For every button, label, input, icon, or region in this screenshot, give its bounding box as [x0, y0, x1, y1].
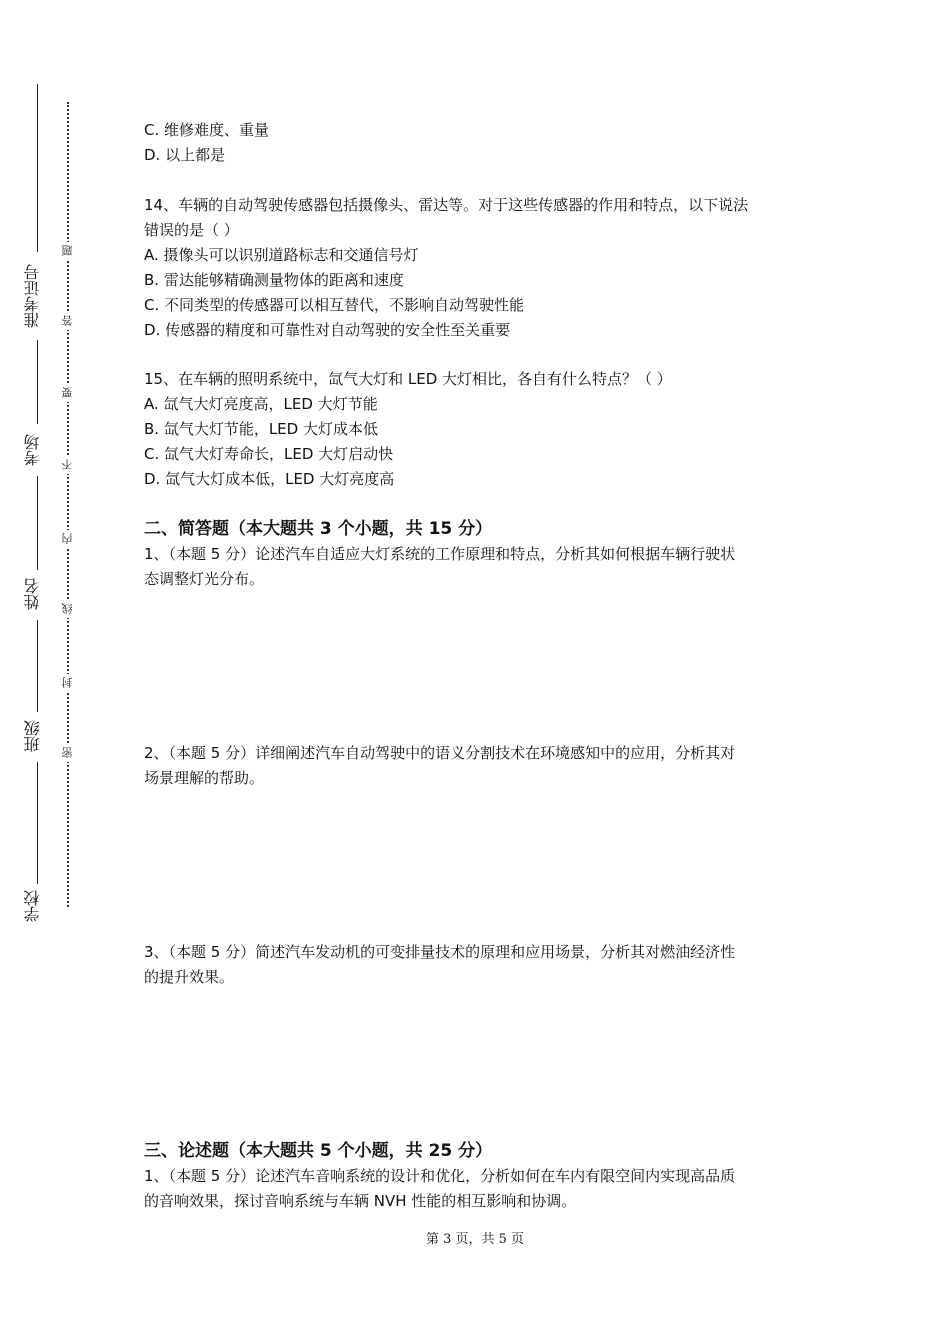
seal-char: 内: [59, 530, 77, 548]
seal-dotted-line: [67, 102, 69, 907]
section2-item-1: 态调整灯光分布。: [144, 570, 265, 588]
q15-option-a: A. 氙气大灯亮度高，LED 大灯节能: [144, 395, 378, 413]
page-footer: 第 3 页，共 5 页: [425, 1232, 525, 1247]
seal-char: 不: [59, 456, 77, 474]
q14-option-b: B. 雷达能够精确测量物体的距离和速度: [144, 271, 404, 289]
field-rule: [37, 84, 38, 252]
section2-item-2: 2、（本题 5 分）详细阐述汽车自动驾驶中的语义分割技术在环境感知中的应用，分析其对: [144, 744, 736, 762]
section2-item-1: 1、（本题 5 分）论述汽车自适应大灯系统的工作原理和特点，分析其如何根据车辆行驶状: [144, 545, 736, 563]
field-rule: [37, 620, 38, 712]
q15-option-b: B. 氙气大灯节能，LED 大灯成本低: [144, 420, 378, 438]
field-rule: [37, 762, 38, 884]
field-class-label: 班级: [23, 720, 42, 752]
seal-char: 要: [59, 384, 77, 402]
q14-option-d: D. 传感器的精度和可靠性对自动驾驶的安全性至关重要: [144, 321, 511, 339]
q13-option-d: D. 以上都是: [144, 146, 226, 164]
section3-item-1: 1、（本题 5 分）论述汽车音响系统的设计和优化，分析如何在车内有限空间内实现高品质: [144, 1167, 736, 1185]
field-exam-number-label: 准考证号: [23, 264, 42, 328]
seal-char: 线: [59, 600, 77, 618]
field-exam-room-label: 考场: [23, 434, 42, 466]
section2-title: 二、简答题（本大题共 3 个小题，共 15 分）: [144, 519, 493, 539]
field-rule: [37, 476, 38, 570]
seal-char: 密: [59, 744, 77, 762]
section2-item-2: 场景理解的帮助。: [144, 769, 265, 787]
seal-char: 题: [59, 242, 77, 260]
q15-option-d: D. 氙气大灯成本低，LED 大灯亮度高: [144, 470, 395, 488]
section3-title: 三、论述题（本大题共 5 个小题，共 25 分）: [144, 1141, 493, 1161]
q14-option-a: A. 摄像头可以识别道路标志和交通信号灯: [144, 246, 419, 264]
field-name-label: 姓名: [23, 578, 42, 610]
q15-option-c: C. 氙气大灯寿命长，LED 大灯启动快: [144, 445, 394, 463]
section2-item-3: 的提升效果。: [144, 968, 235, 986]
q14-stem: 错误的是（ ）: [144, 221, 239, 239]
q14-option-c: C. 不同类型的传感器可以相互替代，不影响自动驾驶性能: [144, 296, 525, 314]
q14-stem: 14、车辆的自动驾驶传感器包括摄像头、雷达等。对于这些传感器的作用和特点，以下说法: [144, 196, 749, 214]
seal-char: 封: [59, 674, 77, 692]
q15-stem: 15、在车辆的照明系统中，氙气大灯和 LED 大灯相比，各自有什么特点？（ ）: [144, 370, 672, 388]
field-school-label: 学校: [23, 890, 42, 922]
seal-char: 答: [59, 312, 77, 330]
field-rule: [37, 340, 38, 424]
section3-item-1: 的音响效果，探讨音响系统与车辆 NVH 性能的相互影响和协调。: [144, 1192, 577, 1210]
q13-option-c: C. 维修难度、重量: [144, 121, 270, 139]
section2-item-3: 3、（本题 5 分）简述汽车发动机的可变排量技术的原理和应用场景，分析其对燃油经济性: [144, 943, 736, 961]
